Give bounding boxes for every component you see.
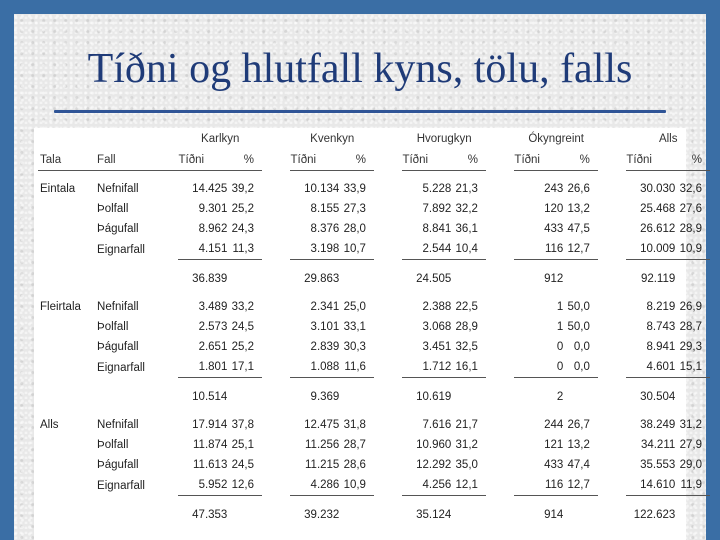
tidni-cell: 11.256 bbox=[305, 439, 340, 451]
blank-cell bbox=[97, 504, 178, 525]
col-header-tidni: Tíðni bbox=[402, 150, 451, 171]
tidni-cell: 14.610 bbox=[626, 475, 675, 496]
tala-label: Fleirtala bbox=[40, 301, 81, 313]
gap-cell bbox=[486, 150, 515, 171]
col-header-tidni: Tíðni bbox=[290, 150, 339, 171]
tidni-cell: 244 bbox=[544, 419, 564, 431]
tidni-cell: 8.962 bbox=[198, 223, 228, 235]
blank-cell bbox=[97, 386, 178, 407]
gap-cell bbox=[374, 357, 403, 378]
total-row bbox=[38, 386, 710, 407]
tidni-cell: 10.134 bbox=[304, 183, 340, 195]
gap-cell bbox=[598, 455, 627, 475]
pct-cell: 50,0 bbox=[567, 321, 590, 333]
total-cell: 914 bbox=[544, 508, 564, 521]
gap-cell bbox=[486, 128, 515, 150]
fall-label: Þágufall bbox=[97, 341, 139, 353]
tidni-cell: 9.301 bbox=[198, 203, 228, 215]
blank-cell bbox=[563, 268, 598, 289]
pct-cell: 39,2 bbox=[231, 183, 254, 195]
blank-cell bbox=[451, 386, 486, 407]
tidni-cell: 0 bbox=[514, 357, 563, 378]
total-cell: 36.839 bbox=[192, 272, 228, 285]
gap-cell bbox=[374, 128, 403, 150]
col-header-fall: Fall bbox=[97, 150, 178, 171]
tidni-cell: 7.892 bbox=[422, 203, 452, 215]
gap-cell bbox=[598, 435, 627, 455]
tidni-cell: 34.211 bbox=[640, 439, 676, 451]
col-header-tidni: Tíðni bbox=[626, 150, 675, 171]
data-row bbox=[38, 199, 710, 219]
gap-cell bbox=[486, 317, 515, 337]
blank-cell bbox=[675, 386, 710, 407]
spacer-row bbox=[38, 407, 710, 415]
tidni-cell: 35.553 bbox=[640, 459, 676, 471]
group-header: Alls bbox=[658, 133, 678, 145]
pct-cell: 16,1 bbox=[451, 357, 486, 378]
gap-cell bbox=[486, 337, 515, 357]
tidni-cell: 8.219 bbox=[646, 301, 676, 313]
slide-title: Tíðni og hlutfall kyns, tölu, falls bbox=[87, 46, 633, 92]
pct-cell: 47,4 bbox=[567, 459, 590, 471]
gap-cell bbox=[598, 386, 627, 407]
tidni-cell: 4.151 bbox=[178, 239, 227, 260]
gap-cell bbox=[598, 337, 627, 357]
tidni-cell: 8.376 bbox=[310, 223, 340, 235]
col-header-pct: % bbox=[451, 150, 486, 171]
pct-cell: 25,2 bbox=[231, 341, 254, 353]
blank-cell bbox=[38, 337, 97, 357]
tidni-cell: 5.952 bbox=[178, 475, 227, 496]
tidni-cell: 3.101 bbox=[310, 321, 340, 333]
fall-label: Þágufall bbox=[97, 223, 139, 235]
data-row bbox=[38, 475, 710, 496]
blank-cell bbox=[38, 317, 97, 337]
gap-cell bbox=[486, 455, 515, 475]
data-row bbox=[38, 357, 710, 378]
total-cell: 39.232 bbox=[304, 508, 340, 521]
total-cell: 92.119 bbox=[640, 272, 676, 285]
pct-cell: 0,0 bbox=[563, 357, 598, 378]
gap-cell bbox=[374, 199, 403, 219]
gap-cell bbox=[262, 455, 291, 475]
pct-cell: 22,5 bbox=[455, 301, 478, 313]
pct-cell: 31,2 bbox=[455, 439, 478, 451]
total-cell: 30.504 bbox=[640, 390, 676, 403]
pct-cell: 26,7 bbox=[567, 419, 590, 431]
gap-cell bbox=[374, 239, 403, 260]
gap-cell bbox=[262, 504, 291, 525]
tidni-cell: 3.489 bbox=[198, 301, 228, 313]
tidni-cell: 2.544 bbox=[402, 239, 451, 260]
group-header: Karlkyn bbox=[201, 133, 240, 145]
gap-cell bbox=[486, 297, 515, 317]
blank-cell bbox=[38, 435, 97, 455]
fall-label: Þolfall bbox=[97, 321, 129, 333]
group-header-row bbox=[38, 128, 710, 150]
blank-cell bbox=[38, 357, 97, 378]
fall-label: Þolfall bbox=[97, 439, 129, 451]
blank-cell bbox=[38, 268, 97, 289]
tidni-cell: 0 bbox=[556, 341, 564, 353]
data-row bbox=[38, 435, 710, 455]
pct-cell: 30,3 bbox=[343, 341, 366, 353]
blank-cell bbox=[227, 386, 262, 407]
blank-cell bbox=[97, 268, 178, 289]
gap-cell bbox=[374, 268, 403, 289]
tidni-cell: 1 bbox=[556, 301, 564, 313]
gap-cell bbox=[486, 219, 515, 239]
gap-cell bbox=[374, 219, 403, 239]
pct-cell: 24,5 bbox=[231, 459, 254, 471]
blank-cell bbox=[38, 239, 97, 260]
pct-cell: 24,5 bbox=[231, 321, 254, 333]
tidni-cell: 2.341 bbox=[310, 301, 340, 313]
gap-cell bbox=[374, 504, 403, 525]
title-underline bbox=[54, 110, 666, 113]
gap-cell bbox=[262, 128, 291, 150]
gap-cell bbox=[262, 179, 291, 199]
gap-cell bbox=[374, 297, 403, 317]
pct-cell: 36,1 bbox=[455, 223, 478, 235]
total-cell: 912 bbox=[544, 272, 564, 285]
pct-cell: 28,9 bbox=[679, 223, 702, 235]
gap-cell bbox=[262, 357, 291, 378]
total-cell: 10.514 bbox=[192, 390, 228, 403]
tidni-cell: 433 bbox=[544, 459, 564, 471]
pct-cell: 28,9 bbox=[455, 321, 478, 333]
spacer-row bbox=[38, 525, 710, 533]
pct-cell: 32,5 bbox=[455, 341, 478, 353]
pct-cell: 12,7 bbox=[563, 475, 598, 496]
gap-cell bbox=[374, 337, 403, 357]
tidni-cell: 1.712 bbox=[402, 357, 451, 378]
pct-cell: 31,8 bbox=[343, 419, 366, 431]
pct-cell: 28,6 bbox=[343, 459, 366, 471]
pct-cell: 28,0 bbox=[343, 223, 366, 235]
pct-cell: 50,0 bbox=[567, 301, 590, 313]
pct-cell: 29,0 bbox=[679, 459, 702, 471]
pct-cell: 13,2 bbox=[567, 203, 590, 215]
fall-label: Eignarfall bbox=[97, 361, 145, 374]
pct-cell: 17,1 bbox=[227, 357, 262, 378]
blank-cell bbox=[97, 128, 178, 150]
tidni-cell: 38.249 bbox=[640, 419, 676, 431]
tidni-cell: 1 bbox=[556, 321, 564, 333]
gap-cell bbox=[374, 150, 403, 171]
tidni-cell: 3.198 bbox=[290, 239, 339, 260]
tidni-cell: 12.292 bbox=[416, 459, 452, 471]
pct-cell: 27,9 bbox=[679, 439, 702, 451]
data-row bbox=[38, 239, 710, 260]
blank-cell bbox=[38, 219, 97, 239]
pct-cell: 10,9 bbox=[339, 475, 374, 496]
table-body bbox=[38, 128, 710, 533]
tidni-cell: 5.228 bbox=[422, 183, 452, 195]
gap-cell bbox=[486, 386, 515, 407]
gap-cell bbox=[598, 268, 627, 289]
data-row bbox=[38, 179, 710, 199]
fall-label: Nefnifall bbox=[97, 301, 139, 313]
tidni-cell: 11.874 bbox=[193, 439, 228, 451]
pct-cell: 12,6 bbox=[227, 475, 262, 496]
pct-cell: 11,6 bbox=[339, 357, 374, 378]
fall-label: Þolfall bbox=[97, 203, 129, 215]
blank-cell bbox=[675, 268, 710, 289]
gap-cell bbox=[486, 435, 515, 455]
pct-cell: 10,9 bbox=[675, 239, 710, 260]
gap-cell bbox=[598, 150, 627, 171]
tidni-cell: 121 bbox=[544, 439, 564, 451]
total-cell: 47.353 bbox=[192, 508, 228, 521]
gap-cell bbox=[262, 435, 291, 455]
tidni-cell: 116 bbox=[514, 475, 563, 496]
pct-cell: 29,3 bbox=[679, 341, 702, 353]
tidni-cell: 243 bbox=[544, 183, 564, 195]
gap-cell bbox=[486, 179, 515, 199]
blank-cell bbox=[675, 504, 710, 525]
blank-cell bbox=[339, 386, 374, 407]
tidni-cell: 1.088 bbox=[290, 357, 339, 378]
col-header-tala: Tala bbox=[38, 150, 97, 171]
pct-cell: 37,8 bbox=[231, 419, 254, 431]
col-header-pct: % bbox=[227, 150, 262, 171]
pct-cell: 25,0 bbox=[343, 301, 366, 313]
total-cell: 29.863 bbox=[304, 272, 340, 285]
group-header: Hvorugkyn bbox=[416, 133, 472, 145]
pct-cell: 31,2 bbox=[679, 419, 702, 431]
gap-cell bbox=[374, 475, 403, 496]
tidni-cell: 2.651 bbox=[198, 341, 228, 353]
fall-label: Þágufall bbox=[97, 459, 139, 471]
tidni-cell: 4.601 bbox=[626, 357, 675, 378]
pct-cell: 33,1 bbox=[343, 321, 366, 333]
blank-cell bbox=[38, 455, 97, 475]
total-cell: 10.619 bbox=[416, 390, 452, 403]
pct-cell: 12,7 bbox=[563, 239, 598, 260]
total-cell: 24.505 bbox=[416, 272, 452, 285]
blank-cell bbox=[227, 504, 262, 525]
tidni-cell: 8.941 bbox=[646, 341, 676, 353]
fall-label: Eignarfall bbox=[97, 243, 145, 256]
spacer-row bbox=[38, 378, 710, 386]
data-row bbox=[38, 317, 710, 337]
data-row bbox=[38, 415, 710, 435]
tidni-cell: 120 bbox=[544, 203, 564, 215]
gap-cell bbox=[598, 297, 627, 317]
pct-cell: 27,6 bbox=[679, 203, 702, 215]
spacer-row bbox=[38, 260, 710, 268]
tidni-cell: 10.009 bbox=[626, 239, 675, 260]
frequency-table bbox=[38, 128, 710, 533]
pct-cell: 26,6 bbox=[567, 183, 590, 195]
blank-cell bbox=[38, 504, 97, 525]
pct-cell: 32,6 bbox=[679, 183, 702, 195]
spacer-row bbox=[38, 171, 710, 179]
pct-cell: 21,3 bbox=[455, 183, 478, 195]
group-header: Ókyngreint bbox=[528, 133, 584, 145]
blank-cell bbox=[38, 475, 97, 496]
spacer-row bbox=[38, 496, 710, 504]
gap-cell bbox=[598, 317, 627, 337]
col-header-pct: % bbox=[675, 150, 710, 171]
tidni-cell: 7.616 bbox=[422, 419, 452, 431]
pct-cell: 28,7 bbox=[343, 439, 366, 451]
gap-cell bbox=[374, 317, 403, 337]
pct-cell: 12,1 bbox=[451, 475, 486, 496]
gap-cell bbox=[486, 268, 515, 289]
gap-cell bbox=[598, 415, 627, 435]
blank-cell bbox=[38, 386, 97, 407]
tidni-cell: 17.914 bbox=[192, 419, 228, 431]
blank-cell bbox=[38, 199, 97, 219]
fall-label: Nefnifall bbox=[97, 419, 139, 431]
tidni-cell: 11.215 bbox=[305, 459, 340, 471]
gap-cell bbox=[486, 357, 515, 378]
pct-cell: 24,3 bbox=[231, 223, 254, 235]
blank-cell bbox=[38, 128, 97, 150]
tidni-cell: 2.573 bbox=[198, 321, 228, 333]
tidni-cell: 12.475 bbox=[304, 419, 340, 431]
gap-cell bbox=[374, 435, 403, 455]
pct-cell: 25,2 bbox=[231, 203, 254, 215]
gap-cell bbox=[374, 455, 403, 475]
gap-cell bbox=[262, 415, 291, 435]
tala-label: Alls bbox=[40, 419, 59, 431]
gap-cell bbox=[598, 475, 627, 496]
gap-cell bbox=[262, 475, 291, 496]
data-row bbox=[38, 219, 710, 239]
data-row bbox=[38, 297, 710, 317]
gap-cell bbox=[374, 179, 403, 199]
pct-cell: 47,5 bbox=[567, 223, 590, 235]
tidni-cell: 3.068 bbox=[422, 321, 452, 333]
pct-cell: 13,2 bbox=[567, 439, 590, 451]
total-cell: 122.623 bbox=[633, 508, 676, 521]
spacer-row bbox=[38, 289, 710, 297]
gap-cell bbox=[262, 150, 291, 171]
pct-cell: 10,4 bbox=[451, 239, 486, 260]
gap-cell bbox=[374, 415, 403, 435]
gap-cell bbox=[486, 504, 515, 525]
tidni-cell: 4.256 bbox=[402, 475, 451, 496]
blank-cell bbox=[451, 504, 486, 525]
total-cell: 9.369 bbox=[310, 390, 340, 403]
gap-cell bbox=[598, 357, 627, 378]
col-header-pct: % bbox=[563, 150, 598, 171]
fall-label: Eignarfall bbox=[97, 479, 145, 492]
gap-cell bbox=[598, 239, 627, 260]
gap-cell bbox=[262, 219, 291, 239]
total-cell: 2 bbox=[556, 390, 564, 403]
blank-cell bbox=[227, 268, 262, 289]
tidni-cell: 10.960 bbox=[416, 439, 452, 451]
tidni-cell: 1.801 bbox=[178, 357, 227, 378]
pct-cell: 28,7 bbox=[679, 321, 702, 333]
pct-cell: 27,3 bbox=[343, 203, 366, 215]
gap-cell bbox=[486, 475, 515, 496]
tidni-cell: 14.425 bbox=[192, 183, 228, 195]
gap-cell bbox=[598, 199, 627, 219]
tala-label: Eintala bbox=[40, 183, 76, 195]
tidni-cell: 26.612 bbox=[640, 223, 676, 235]
tidni-cell: 30.030 bbox=[640, 183, 676, 195]
tidni-cell: 4.286 bbox=[290, 475, 339, 496]
column-header-row bbox=[38, 150, 710, 171]
pct-cell: 21,7 bbox=[455, 419, 478, 431]
pct-cell: 26,9 bbox=[679, 301, 702, 313]
pct-cell: 35,0 bbox=[455, 459, 478, 471]
gap-cell bbox=[374, 386, 403, 407]
col-header-tidni: Tíðni bbox=[514, 150, 563, 171]
gap-cell bbox=[486, 415, 515, 435]
blank-cell bbox=[339, 504, 374, 525]
gap-cell bbox=[262, 239, 291, 260]
blank-cell bbox=[563, 504, 598, 525]
gap-cell bbox=[486, 239, 515, 260]
pct-cell: 33,2 bbox=[231, 301, 254, 313]
pct-cell: 11,3 bbox=[227, 239, 262, 260]
pct-cell: 25,1 bbox=[231, 439, 254, 451]
blank-cell bbox=[451, 268, 486, 289]
total-row bbox=[38, 504, 710, 525]
tidni-cell: 8.155 bbox=[310, 203, 340, 215]
gap-cell bbox=[262, 199, 291, 219]
col-header-tidni: Tíðni bbox=[178, 150, 227, 171]
gap-cell bbox=[262, 337, 291, 357]
group-header: Kvenkyn bbox=[310, 133, 355, 145]
tidni-cell: 8.841 bbox=[422, 223, 452, 235]
pct-cell: 10,7 bbox=[339, 239, 374, 260]
scanned-table-image bbox=[34, 128, 702, 540]
tidni-cell: 8.743 bbox=[646, 321, 676, 333]
gap-cell bbox=[262, 268, 291, 289]
col-header-pct: % bbox=[339, 150, 374, 171]
fall-label: Nefnifall bbox=[97, 183, 139, 195]
tidni-cell: 116 bbox=[514, 239, 563, 260]
gap-cell bbox=[598, 128, 627, 150]
gap-cell bbox=[262, 297, 291, 317]
tidni-cell: 2.388 bbox=[422, 301, 452, 313]
pct-cell: 0,0 bbox=[573, 341, 590, 353]
gap-cell bbox=[598, 219, 627, 239]
tidni-cell: 3.451 bbox=[422, 341, 452, 353]
total-cell: 35.124 bbox=[416, 508, 452, 521]
tidni-cell: 2.839 bbox=[310, 341, 340, 353]
pct-cell: 33,9 bbox=[343, 183, 366, 195]
data-row bbox=[38, 337, 710, 357]
pct-cell: 32,2 bbox=[455, 203, 478, 215]
gap-cell bbox=[262, 386, 291, 407]
gap-cell bbox=[598, 504, 627, 525]
pct-cell: 15,1 bbox=[675, 357, 710, 378]
gap-cell bbox=[598, 179, 627, 199]
data-row bbox=[38, 455, 710, 475]
blank-cell bbox=[563, 386, 598, 407]
pct-cell: 11,9 bbox=[675, 475, 710, 496]
tidni-cell: 433 bbox=[544, 223, 564, 235]
gap-cell bbox=[486, 199, 515, 219]
total-row bbox=[38, 268, 710, 289]
tidni-cell: 11.613 bbox=[193, 459, 228, 471]
tidni-cell: 25.468 bbox=[640, 203, 676, 215]
gap-cell bbox=[262, 317, 291, 337]
blank-cell bbox=[339, 268, 374, 289]
